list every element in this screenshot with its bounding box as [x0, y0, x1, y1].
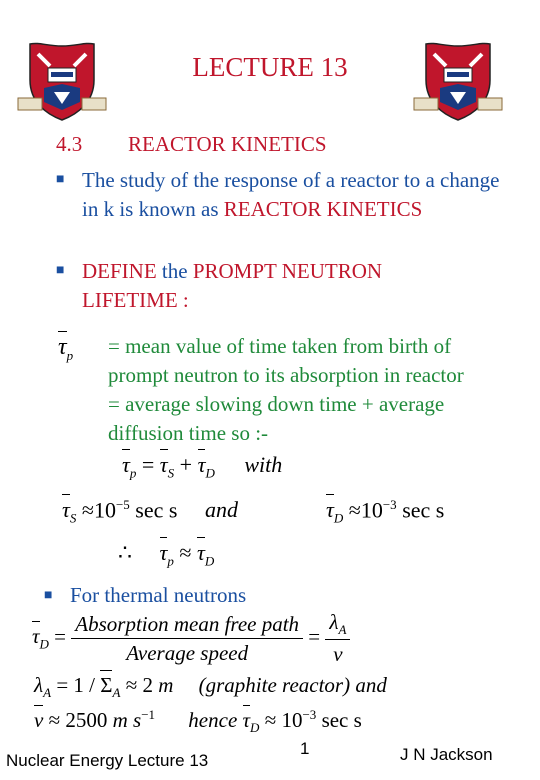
subscript-d: D [205, 465, 215, 481]
equation-lambda-a [34, 673, 387, 701]
bullet-text: The study of the response of a reactor to a change in k is known as [82, 168, 500, 221]
approx-sign: ≈ [348, 497, 361, 523]
tau-symbol: τ [122, 452, 130, 477]
v-bar-symbol: v [333, 642, 343, 667]
tau-symbol: τ [196, 540, 205, 565]
define-word: DEFINE [82, 259, 157, 283]
prompt-neutron-lifetime-term: PROMPT NEUTRON LIFETIME : [82, 259, 383, 312]
subscript-p: p [129, 465, 137, 481]
unit-sec: sec s [402, 497, 445, 523]
and-word: and [355, 673, 387, 697]
subscript-d: D [250, 720, 260, 736]
approx-value: ≈ 2500 [48, 708, 108, 732]
exponent: −1 [141, 707, 156, 722]
equation-tau-sum [122, 452, 282, 481]
equals-sign: = [308, 624, 321, 649]
approx-value: ≈ 2 [125, 673, 153, 697]
bullet-text-thermal: For thermal neutrons [70, 583, 247, 607]
footer-author: J N Jackson [400, 745, 493, 764]
tau-symbol: τ [159, 540, 168, 565]
definition-line-3: = average slowing down time + average [108, 392, 445, 416]
equation-tau-d-fraction [32, 610, 350, 667]
approx-sign: ≈ [81, 497, 94, 523]
tau-p-symbol [58, 334, 73, 364]
subscript-s: S [167, 465, 175, 481]
subscript-a: A [112, 685, 121, 701]
fraction [71, 612, 303, 666]
unit-sec: sec s [135, 497, 178, 523]
bullet-icon: ■ [56, 263, 65, 278]
definition-line-1: = mean value of time taken from birth of [108, 334, 452, 358]
tau-symbol: τ [32, 624, 40, 649]
ten: 10 [360, 497, 383, 523]
plus-sign: + [179, 452, 193, 477]
v-bar-symbol: v [34, 708, 44, 732]
tau-symbol: τ [242, 708, 251, 732]
bullet-text-reactor-kinetics [82, 166, 502, 224]
bullet-icon: ■ [44, 588, 53, 603]
equals-sign: = [141, 452, 155, 477]
equals-sign: = [54, 624, 67, 649]
page-title: LECTURE 13 [192, 52, 348, 82]
bullet-text-define [82, 257, 482, 315]
hence-word: hence [188, 708, 238, 732]
equals-reciprocal: = 1 / [56, 673, 95, 697]
fraction-numerator: Absorption mean free path [71, 612, 303, 639]
section-number: 4.3 [56, 132, 83, 156]
reactor-kinetics-term: REACTOR KINETICS [223, 197, 423, 221]
subscript-a: A [43, 685, 52, 701]
subscript-p: p [66, 347, 74, 363]
subscript-p: p [167, 553, 174, 569]
subscript-d: D [39, 636, 49, 652]
bullet-icon: ■ [56, 172, 65, 187]
tau-symbol: τ [197, 452, 206, 477]
fraction [325, 610, 350, 667]
subscript-d: D [333, 510, 344, 526]
exponent: −3 [302, 707, 317, 722]
unit-sec: sec s [321, 708, 362, 732]
definition-line-2: prompt neutron to its absorption in reactor [108, 363, 464, 387]
approx-sign: ≈ [179, 540, 192, 565]
definition-text [108, 332, 528, 448]
tau-symbol: τ [58, 334, 67, 360]
ten: 10 [93, 497, 116, 523]
the-word: the [161, 259, 188, 283]
exponent: −5 [115, 497, 130, 512]
tau-symbol: τ [159, 452, 168, 477]
page-number: 1 [300, 739, 310, 758]
equation-therefore [118, 540, 214, 569]
unit-m-s: m s [112, 708, 142, 732]
tau-symbol: τ [62, 497, 70, 523]
exponent: −3 [382, 497, 397, 512]
approx-value: ≈ 10 [264, 708, 303, 732]
definition-line-4: diffusion time so :- [108, 421, 269, 445]
and-word: and [204, 497, 238, 523]
unit-m: m [158, 673, 174, 697]
lambda-symbol: λ [34, 673, 44, 697]
graphite-reactor-note: (graphite reactor) [198, 673, 351, 697]
equation-tau-d-value [326, 497, 444, 527]
therefore-sign: ∴ [118, 540, 132, 565]
footer-course: Nuclear Energy Lecture 13 [6, 751, 209, 770]
lambda-symbol: λ [329, 610, 339, 634]
with-word: with [244, 452, 283, 477]
equation-v-value [34, 707, 362, 736]
subscript-d: D [204, 553, 215, 569]
subscript-a: A [338, 622, 347, 638]
fraction-denominator: Average speed [126, 640, 249, 665]
subscript-s: S [69, 510, 77, 526]
section-heading: REACTOR KINETICS [128, 132, 327, 156]
sigma-symbol: Σ [100, 673, 113, 697]
equation-tau-s-value [62, 497, 238, 527]
tau-symbol: τ [326, 497, 334, 523]
